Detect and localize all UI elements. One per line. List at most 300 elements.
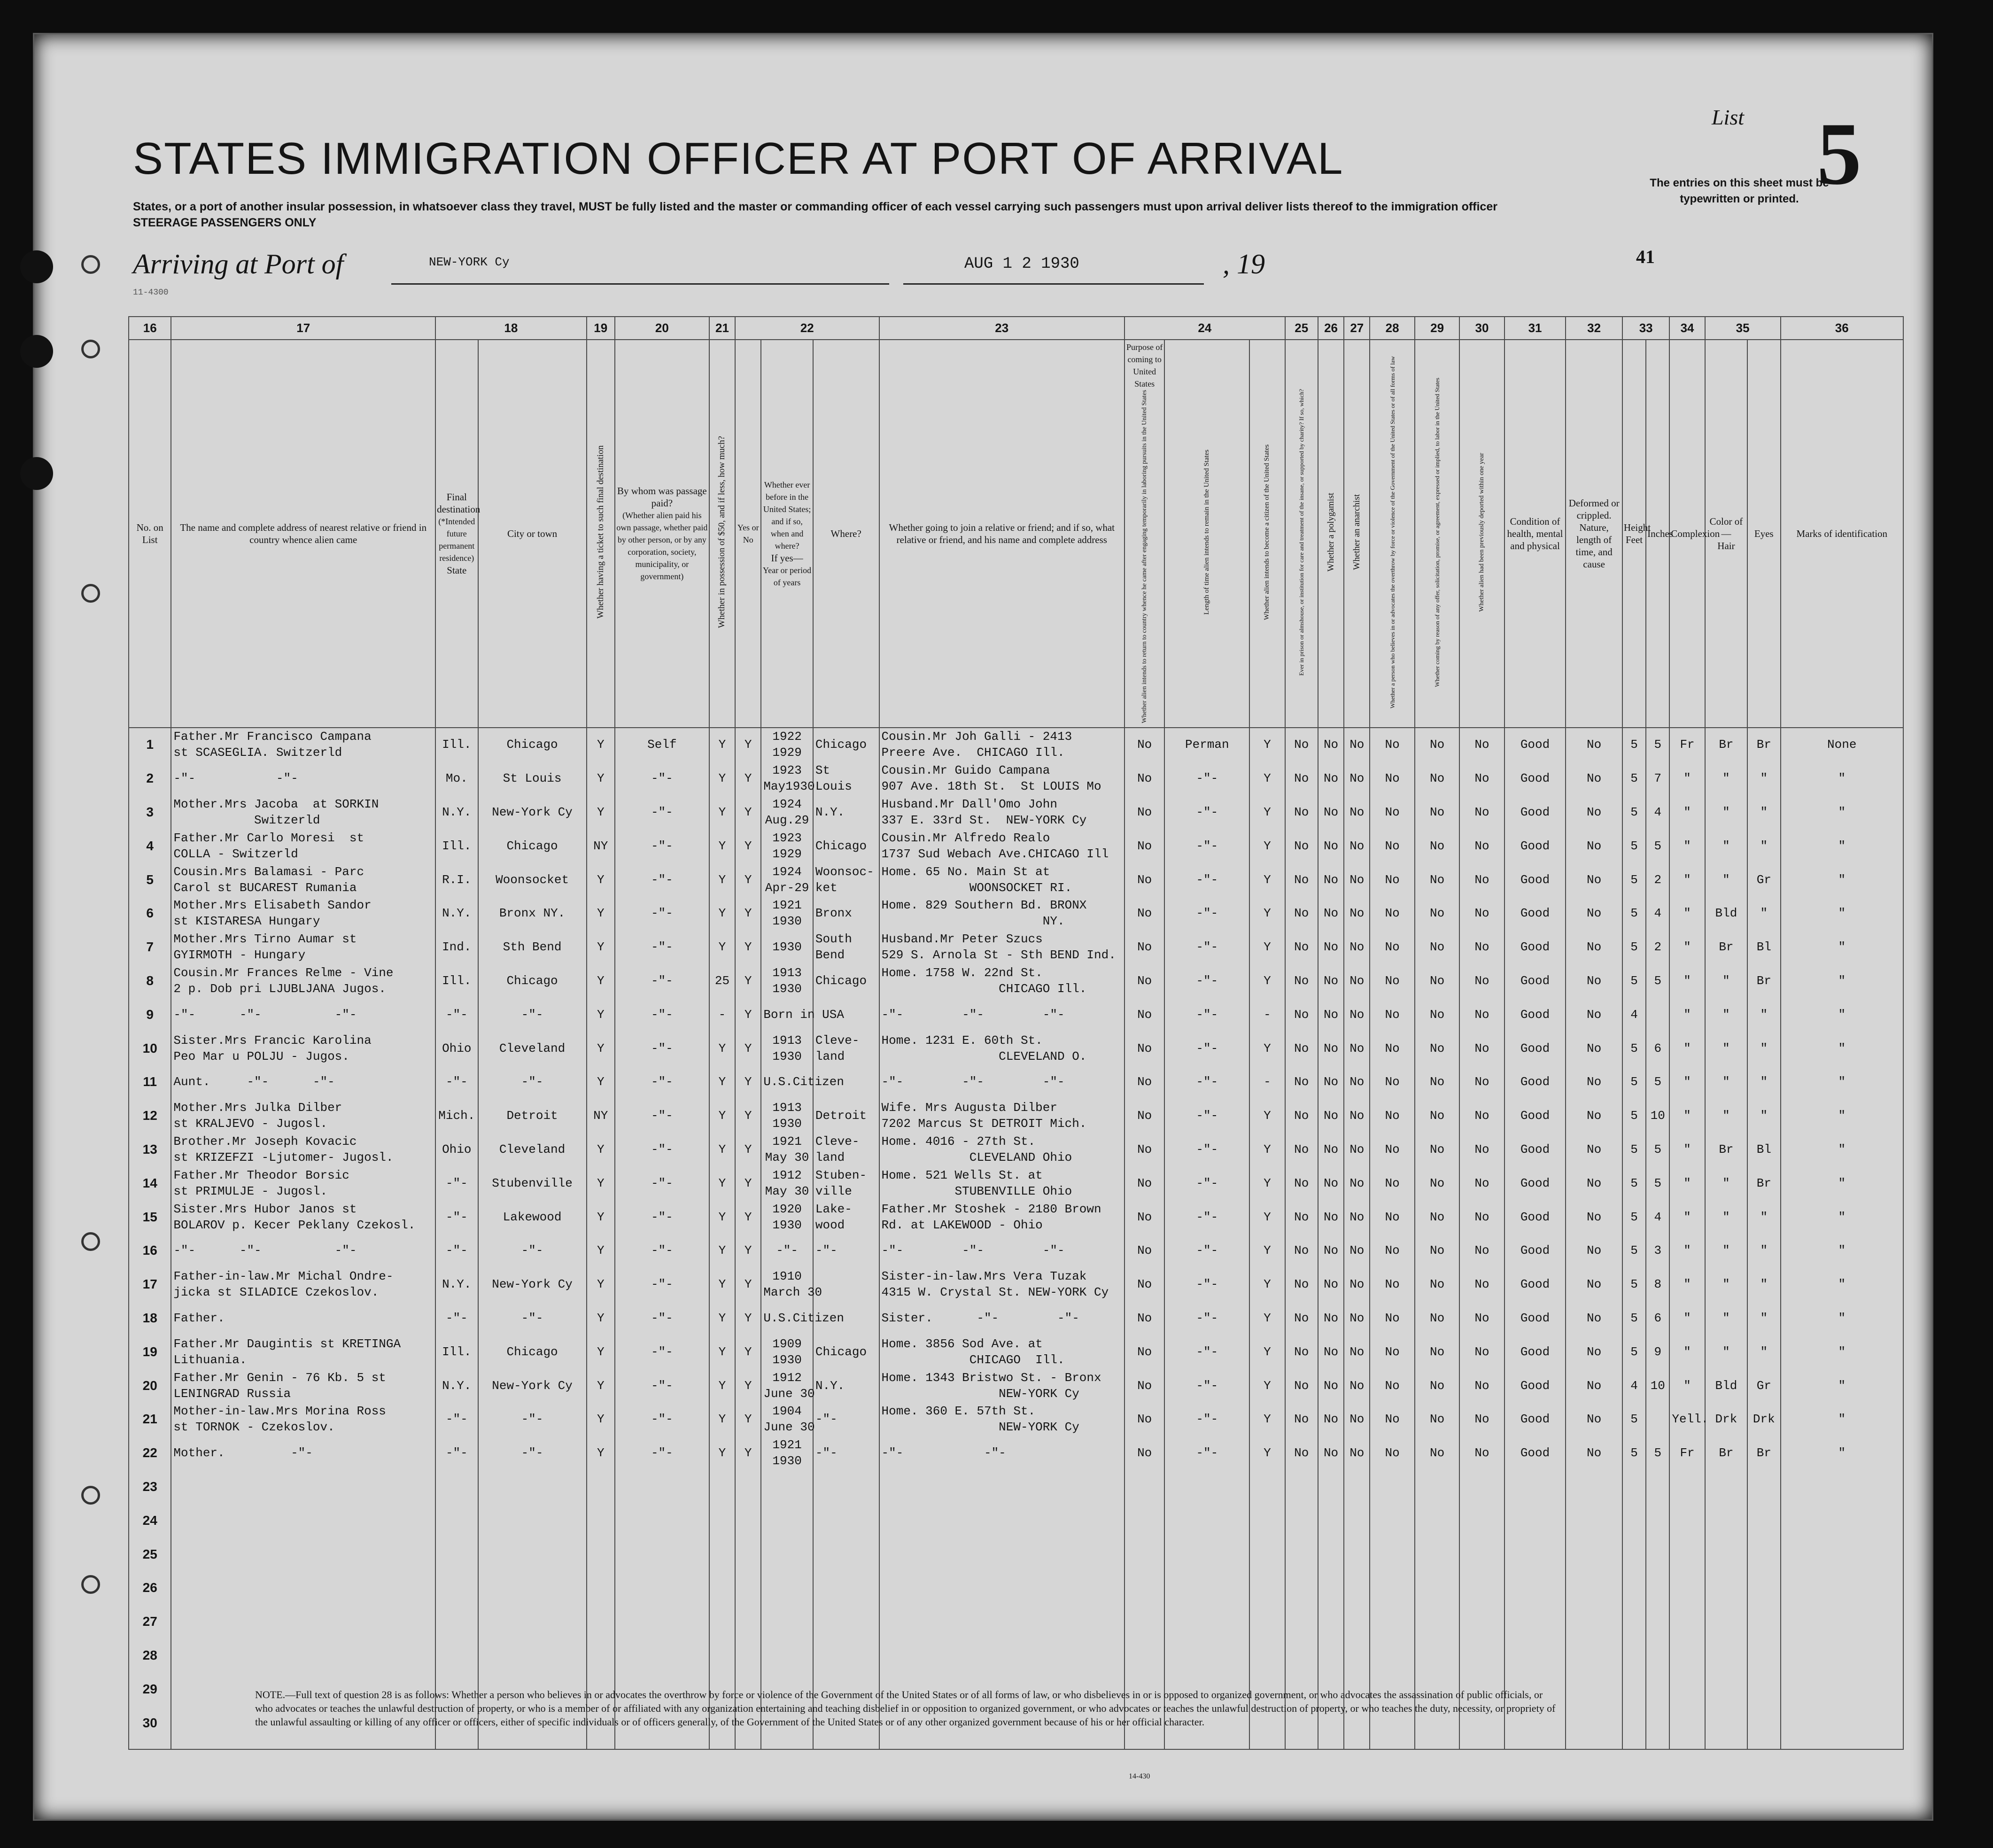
health-cell: Good xyxy=(1504,1436,1566,1470)
where-cell xyxy=(813,1537,879,1571)
city-cell xyxy=(478,1470,587,1504)
eyes-cell: Gr xyxy=(1747,1369,1780,1403)
ticket-cell: Y xyxy=(587,998,615,1032)
where-cell: St Louis xyxy=(813,761,879,795)
col-num: 36 xyxy=(1781,317,1904,340)
inches-cell: 5 xyxy=(1646,1065,1669,1099)
table-row xyxy=(129,1369,1903,1403)
hair-cell: Br xyxy=(1705,1133,1747,1166)
purpose-length-cell: -"- xyxy=(1164,863,1249,897)
empty-cell xyxy=(1249,1739,1285,1749)
city-cell: -"- xyxy=(478,1402,587,1436)
feet-cell xyxy=(1622,1537,1646,1571)
feet-cell: 5 xyxy=(1622,1166,1646,1200)
complexion-cell xyxy=(1669,1470,1705,1504)
passage-cell: -"- xyxy=(615,1436,709,1470)
eyes-cell: " xyxy=(1747,1234,1780,1267)
complexion-cell: Fr xyxy=(1669,1436,1705,1470)
city-cell: Stubenville xyxy=(478,1166,587,1200)
years-cell: U.S.Citizen xyxy=(761,1301,813,1335)
form-code-top: 11-4300 xyxy=(133,288,169,297)
binder-ring xyxy=(81,1575,100,1594)
header-before-us: Whether ever before in the United States; and if so, when and where? xyxy=(763,480,811,551)
passage-cell: -"- xyxy=(615,1369,709,1403)
feet-cell: 5 xyxy=(1622,1301,1646,1335)
before-cell: Y xyxy=(735,1335,761,1369)
where-cell: Woonsoc- ket xyxy=(813,863,879,897)
empty-cell xyxy=(1370,1739,1414,1749)
state-cell xyxy=(435,1470,478,1504)
complexion-cell: " xyxy=(1669,1369,1705,1403)
header-where: Where? xyxy=(813,340,879,728)
where-cell: Detroit xyxy=(813,1099,879,1133)
table-row xyxy=(129,795,1903,829)
relative-cell xyxy=(171,1638,435,1672)
relative-cell: Mother-in-law.Mrs Morina Ross st TORNOK - Czekoslov. xyxy=(171,1402,435,1436)
q28-cell xyxy=(1370,1470,1414,1504)
complexion-cell: Fr xyxy=(1669,728,1705,762)
row-number: 14 xyxy=(129,1166,171,1200)
table-row xyxy=(129,1099,1903,1133)
empty-cell xyxy=(813,1739,879,1749)
ticket-cell: Y xyxy=(587,1234,615,1267)
health-cell: Good xyxy=(1504,1335,1566,1369)
q28-cell: No xyxy=(1370,1200,1414,1234)
polygamist-cell xyxy=(1318,1605,1344,1638)
header-state-label: State xyxy=(447,564,467,576)
ticket-cell xyxy=(587,1504,615,1537)
ticket-cell xyxy=(587,1571,615,1605)
header-height: Height xyxy=(1623,521,1651,533)
purpose-return-cell: No xyxy=(1124,1301,1164,1335)
header-marks: Marks of identification xyxy=(1781,340,1904,728)
hair-cell: " xyxy=(1705,863,1747,897)
purpose-citizen-cell: - xyxy=(1249,1065,1285,1099)
purpose-return-cell xyxy=(1124,1504,1164,1537)
q29-cell: No xyxy=(1415,998,1459,1032)
relative-cell xyxy=(171,1605,435,1638)
passage-cell xyxy=(615,1571,709,1605)
city-cell: Chicago xyxy=(478,1335,587,1369)
purpose-return-cell xyxy=(1124,1537,1164,1571)
relative-cell: Mother. -"- xyxy=(171,1436,435,1470)
join-cell: Home. 1231 E. 60th St. CLEVELAND O. xyxy=(879,1032,1124,1065)
purpose-length-cell xyxy=(1164,1470,1249,1504)
ticket-cell: Y xyxy=(587,1166,615,1200)
purpose-citizen-cell: Y xyxy=(1249,1099,1285,1133)
complexion-cell: " xyxy=(1669,1234,1705,1267)
row-number: 5 xyxy=(129,863,171,897)
anarchist-cell: No xyxy=(1344,1369,1370,1403)
relative-cell: Mother.Mrs Julka Dilber st KRALJEVO - Jugosl. xyxy=(171,1099,435,1133)
city-cell: Detroit xyxy=(478,1099,587,1133)
polygamist-cell: No xyxy=(1318,761,1344,795)
hair-cell: " xyxy=(1705,1301,1747,1335)
where-cell xyxy=(813,1267,879,1301)
polygamist-cell: No xyxy=(1318,930,1344,964)
anarchist-cell xyxy=(1344,1605,1370,1638)
passage-cell xyxy=(615,1638,709,1672)
join-cell: -"- -"- -"- xyxy=(879,998,1124,1032)
polygamist-cell: No xyxy=(1318,728,1344,762)
where-cell: -"- xyxy=(813,1436,879,1470)
anarchist-cell: No xyxy=(1344,1200,1370,1234)
complexion-cell xyxy=(1669,1504,1705,1537)
purpose-length-cell: -"- xyxy=(1164,1267,1249,1301)
col-num: 32 xyxy=(1566,317,1622,340)
q28-cell: No xyxy=(1370,829,1414,863)
deformed-cell: No xyxy=(1566,1335,1622,1369)
inches-cell: 5 xyxy=(1646,964,1669,998)
row-number: 6 xyxy=(129,897,171,931)
q30-cell: No xyxy=(1459,1065,1504,1099)
prison-cell: No xyxy=(1285,829,1318,863)
years-cell: 1924 Aug.29 xyxy=(761,795,813,829)
eyes-cell: " xyxy=(1747,1301,1780,1335)
feet-cell: 5 xyxy=(1622,1099,1646,1133)
anarchist-cell xyxy=(1344,1638,1370,1672)
anarchist-cell: No xyxy=(1344,1436,1370,1470)
row-number: 1 xyxy=(129,728,171,762)
hair-cell: " xyxy=(1705,1065,1747,1099)
polygamist-cell: No xyxy=(1318,1369,1344,1403)
inches-cell: 10 xyxy=(1646,1369,1669,1403)
col-num: 25 xyxy=(1285,317,1318,340)
header-polygamist xyxy=(1318,340,1344,728)
col-num: 33 xyxy=(1622,317,1669,340)
city-cell xyxy=(478,1504,587,1537)
where-cell: Chicago xyxy=(813,964,879,998)
deformed-cell: No xyxy=(1566,897,1622,931)
complexion-cell: " xyxy=(1669,1200,1705,1234)
sheet-number: 41 xyxy=(1636,246,1655,267)
empty-cell xyxy=(129,1739,171,1749)
before-cell: Y xyxy=(735,1133,761,1166)
eyes-cell: " xyxy=(1747,795,1780,829)
page-title: STATES IMMIGRATION OFFICER AT PORT OF ARRIVAL xyxy=(133,133,1344,184)
eyes-cell: " xyxy=(1747,897,1780,931)
marks-cell: " xyxy=(1781,964,1904,998)
binder-ring xyxy=(81,255,100,274)
q30-cell: No xyxy=(1459,829,1504,863)
feet-cell: 5 xyxy=(1622,728,1646,762)
purpose-return-cell: No xyxy=(1124,1099,1164,1133)
passage-cell: -"- xyxy=(615,1133,709,1166)
before-cell: Y xyxy=(735,964,761,998)
polygamist-cell xyxy=(1318,1537,1344,1571)
prison-cell: No xyxy=(1285,998,1318,1032)
state-cell: Ohio xyxy=(435,1133,478,1166)
empty-cell xyxy=(1415,1739,1459,1749)
deformed-cell xyxy=(1566,1571,1622,1605)
empty-cell xyxy=(1622,1739,1646,1749)
header-prison xyxy=(1285,340,1318,728)
marks-cell xyxy=(1781,1638,1904,1672)
hair-cell xyxy=(1705,1571,1747,1605)
city-cell: Woonsocket xyxy=(478,863,587,897)
inches-cell: 7 xyxy=(1646,761,1669,795)
state-cell: N.Y. xyxy=(435,1369,478,1403)
city-cell: Chicago xyxy=(478,728,587,762)
state-cell xyxy=(435,1605,478,1638)
money-cell xyxy=(709,1470,735,1504)
binder-hole xyxy=(20,250,53,283)
row-number: 17 xyxy=(129,1267,171,1301)
passage-cell: -"- xyxy=(615,1166,709,1200)
q29-cell xyxy=(1415,1537,1459,1571)
prison-cell: No xyxy=(1285,1234,1318,1267)
marks-cell: " xyxy=(1781,1032,1904,1065)
years-cell: 1904 June 30 xyxy=(761,1402,813,1436)
inches-cell: 6 xyxy=(1646,1032,1669,1065)
complexion-cell: " xyxy=(1669,1301,1705,1335)
join-cell: Husband.Mr Dall'Omo John 337 E. 33rd St. NEW-YORK Cy xyxy=(879,795,1124,829)
money-cell xyxy=(709,1537,735,1571)
hair-cell xyxy=(1705,1537,1747,1571)
q29-cell: No xyxy=(1415,761,1459,795)
deformed-cell xyxy=(1566,1504,1622,1537)
join-cell xyxy=(879,1470,1124,1504)
hair-cell: " xyxy=(1705,1200,1747,1234)
ticket-cell: Y xyxy=(587,728,615,762)
row-number: 3 xyxy=(129,795,171,829)
passage-cell: -"- xyxy=(615,1032,709,1065)
year-label: , 19 xyxy=(1223,248,1265,280)
state-cell: -"- xyxy=(435,1234,478,1267)
join-cell: Home. 521 Wells St. at STUBENVILLE Ohio xyxy=(879,1166,1124,1200)
q28-cell: No xyxy=(1370,728,1414,762)
prison-cell xyxy=(1285,1470,1318,1504)
years-cell: 1921 1930 xyxy=(761,897,813,931)
manifest-table xyxy=(128,316,1904,1750)
purpose-length-cell: -"- xyxy=(1164,1369,1249,1403)
polygamist-cell: No xyxy=(1318,863,1344,897)
feet-cell xyxy=(1622,1706,1646,1740)
deformed-cell: No xyxy=(1566,1065,1622,1099)
hair-cell: " xyxy=(1705,1335,1747,1369)
complexion-cell: Yell. xyxy=(1669,1402,1705,1436)
purpose-length-cell: -"- xyxy=(1164,1099,1249,1133)
header-passage xyxy=(615,340,709,728)
purpose-length-cell xyxy=(1164,1537,1249,1571)
feet-cell: 5 xyxy=(1622,930,1646,964)
ticket-cell: Y xyxy=(587,1436,615,1470)
polygamist-cell: No xyxy=(1318,897,1344,931)
empty-cell xyxy=(1504,1739,1566,1749)
q30-cell: No xyxy=(1459,1267,1504,1301)
hair-cell xyxy=(1705,1470,1747,1504)
anarchist-cell: No xyxy=(1344,795,1370,829)
health-cell: Good xyxy=(1504,1065,1566,1099)
before-cell xyxy=(735,1571,761,1605)
polygamist-cell: No xyxy=(1318,1166,1344,1200)
eyes-cell: Drk xyxy=(1747,1402,1780,1436)
header-join: Whether going to join a relative or friend; and if so, what relative or friend, and his name and complete address xyxy=(879,340,1124,728)
empty-cell xyxy=(1705,1739,1747,1749)
polygamist-cell: No xyxy=(1318,1436,1344,1470)
header-purpose-a-text: Whether alien intends to return to country whence he came after engaging temporarily in laboring pursuits in the United States xyxy=(1140,390,1148,723)
inches-cell xyxy=(1646,998,1669,1032)
join-cell: Cousin.Mr Guido Campana 907 Ave. 18th St. St LOUIS Mo xyxy=(879,761,1124,795)
money-cell: Y xyxy=(709,1301,735,1335)
passenger-rows xyxy=(129,728,1903,1750)
table-row xyxy=(129,1638,1903,1672)
hair-cell: " xyxy=(1705,1267,1747,1301)
eyes-cell xyxy=(1747,1672,1780,1706)
inches-cell: 10 xyxy=(1646,1099,1669,1133)
state-cell: R.I. xyxy=(435,863,478,897)
feet-cell: 5 xyxy=(1622,1065,1646,1099)
empty-cell xyxy=(1747,1739,1780,1749)
ticket-cell xyxy=(587,1470,615,1504)
q30-cell: No xyxy=(1459,930,1504,964)
marks-cell: " xyxy=(1781,1267,1904,1301)
where-cell xyxy=(813,1605,879,1638)
purpose-return-cell: No xyxy=(1124,964,1164,998)
empty-cell xyxy=(1344,1739,1370,1749)
purpose-citizen-cell xyxy=(1249,1638,1285,1672)
purpose-citizen-cell: Y xyxy=(1249,1166,1285,1200)
row-number: 29 xyxy=(129,1672,171,1706)
marks-cell: " xyxy=(1781,1166,1904,1200)
q30-cell: No xyxy=(1459,1234,1504,1267)
table-row xyxy=(129,897,1903,931)
marks-cell: " xyxy=(1781,1436,1904,1470)
q28-cell: No xyxy=(1370,1436,1414,1470)
years-cell: 1921 May 30 xyxy=(761,1133,813,1166)
inches-cell xyxy=(1646,1672,1669,1706)
state-cell: Ind. xyxy=(435,930,478,964)
col-num: 21 xyxy=(709,317,735,340)
join-cell: Cousin.Mr Alfredo Realo 1737 Sud Webach Ave.CHICAGO Ill xyxy=(879,829,1124,863)
years-cell: Born in USA xyxy=(761,998,813,1032)
purpose-citizen-cell: Y xyxy=(1249,1436,1285,1470)
passage-cell: -"- xyxy=(615,863,709,897)
health-cell: Good xyxy=(1504,1099,1566,1133)
health-cell: Good xyxy=(1504,1301,1566,1335)
eyes-cell xyxy=(1747,1706,1780,1740)
where-cell: -"- xyxy=(813,1402,879,1436)
money-cell: Y xyxy=(709,1133,735,1166)
passage-cell: -"- xyxy=(615,795,709,829)
col-num: 20 xyxy=(615,317,709,340)
purpose-return-cell: No xyxy=(1124,1335,1164,1369)
hair-cell: Bld xyxy=(1705,897,1747,931)
feet-cell: 5 xyxy=(1622,761,1646,795)
col-num: 24 xyxy=(1124,317,1285,340)
relative-cell: Father.Mr Theodor Borsic st PRIMULJE - Jugosl. xyxy=(171,1166,435,1200)
purpose-citizen-cell: Y xyxy=(1249,1301,1285,1335)
health-cell: Good xyxy=(1504,998,1566,1032)
money-cell: Y xyxy=(709,1234,735,1267)
ticket-cell xyxy=(587,1537,615,1571)
header-purpose-b xyxy=(1164,340,1249,728)
q30-cell: No xyxy=(1459,1335,1504,1369)
row-number: 30 xyxy=(129,1706,171,1740)
q30-cell: No xyxy=(1459,1402,1504,1436)
relative-cell xyxy=(171,1504,435,1537)
q30-cell: No xyxy=(1459,964,1504,998)
header-anarchist xyxy=(1344,340,1370,728)
deformed-cell: No xyxy=(1566,1402,1622,1436)
purpose-citizen-cell: Y xyxy=(1249,1200,1285,1234)
complexion-cell: " xyxy=(1669,863,1705,897)
inches-cell: 4 xyxy=(1646,1200,1669,1234)
deformed-cell: No xyxy=(1566,1301,1622,1335)
hair-cell: " xyxy=(1705,1099,1747,1133)
purpose-return-cell: No xyxy=(1124,897,1164,931)
inches-cell: 5 xyxy=(1646,1166,1669,1200)
instructions xyxy=(133,199,1683,231)
health-cell: Good xyxy=(1504,1200,1566,1234)
years-cell: -"- xyxy=(761,1234,813,1267)
hair-cell: " xyxy=(1705,1166,1747,1200)
money-cell xyxy=(709,1638,735,1672)
purpose-citizen-cell: Y xyxy=(1249,1369,1285,1403)
hair-cell: " xyxy=(1705,964,1747,998)
health-cell: Good xyxy=(1504,1402,1566,1436)
q30-cell xyxy=(1459,1638,1504,1672)
q29-cell: No xyxy=(1415,728,1459,762)
purpose-return-cell: No xyxy=(1124,1436,1164,1470)
prison-cell: No xyxy=(1285,1065,1318,1099)
empty-cell xyxy=(615,1739,709,1749)
ticket-cell: Y xyxy=(587,1402,615,1436)
purpose-return-cell: No xyxy=(1124,930,1164,964)
eyes-cell: " xyxy=(1747,1032,1780,1065)
q30-cell: No xyxy=(1459,728,1504,762)
ticket-cell: Y xyxy=(587,1369,615,1403)
empty-cell xyxy=(435,1739,478,1749)
join-cell: Sister-in-law.Mrs Vera Tuzak 4315 W. Crystal St. NEW-YORK Cy xyxy=(879,1267,1124,1301)
q29-cell: No xyxy=(1415,1436,1459,1470)
feet-cell xyxy=(1622,1638,1646,1672)
empty-cell xyxy=(709,1739,735,1749)
row-number: 8 xyxy=(129,964,171,998)
health-cell: Good xyxy=(1504,1032,1566,1065)
hair-cell: " xyxy=(1705,761,1747,795)
ticket-cell: Y xyxy=(587,1133,615,1166)
col-num: 35 xyxy=(1705,317,1781,340)
header-purpose-b-text: Length of time alien intends to remain in the United States xyxy=(1203,449,1211,615)
row-number: 16 xyxy=(129,1234,171,1267)
ticket-cell: Y xyxy=(587,1267,615,1301)
polygamist-cell: No xyxy=(1318,1133,1344,1166)
q28-cell xyxy=(1370,1605,1414,1638)
empty-cell xyxy=(1285,1739,1318,1749)
header-purpose-a xyxy=(1124,340,1164,728)
deformed-cell: No xyxy=(1566,1436,1622,1470)
state-cell: N.Y. xyxy=(435,795,478,829)
health-cell: Good xyxy=(1504,1234,1566,1267)
row-number: 23 xyxy=(129,1470,171,1504)
eyes-cell xyxy=(1747,1605,1780,1638)
col-num: 31 xyxy=(1504,317,1566,340)
years-cell: 1924 Apr-29 xyxy=(761,863,813,897)
inches-cell: 9 xyxy=(1646,1335,1669,1369)
prison-cell: No xyxy=(1285,1200,1318,1234)
join-cell: Home. 1343 Bristwo St. - Bronx NEW-YORK Cy xyxy=(879,1369,1124,1403)
anarchist-cell: No xyxy=(1344,1065,1370,1099)
before-cell: Y xyxy=(735,761,761,795)
state-cell xyxy=(435,1504,478,1537)
purpose-citizen-cell: Y xyxy=(1249,930,1285,964)
row-number: 7 xyxy=(129,930,171,964)
header-q30 xyxy=(1459,340,1504,728)
q29-cell: No xyxy=(1415,1402,1459,1436)
hair-cell: Br xyxy=(1705,930,1747,964)
header-ticket-text: Whether having a ticket to such final destination xyxy=(595,445,605,619)
